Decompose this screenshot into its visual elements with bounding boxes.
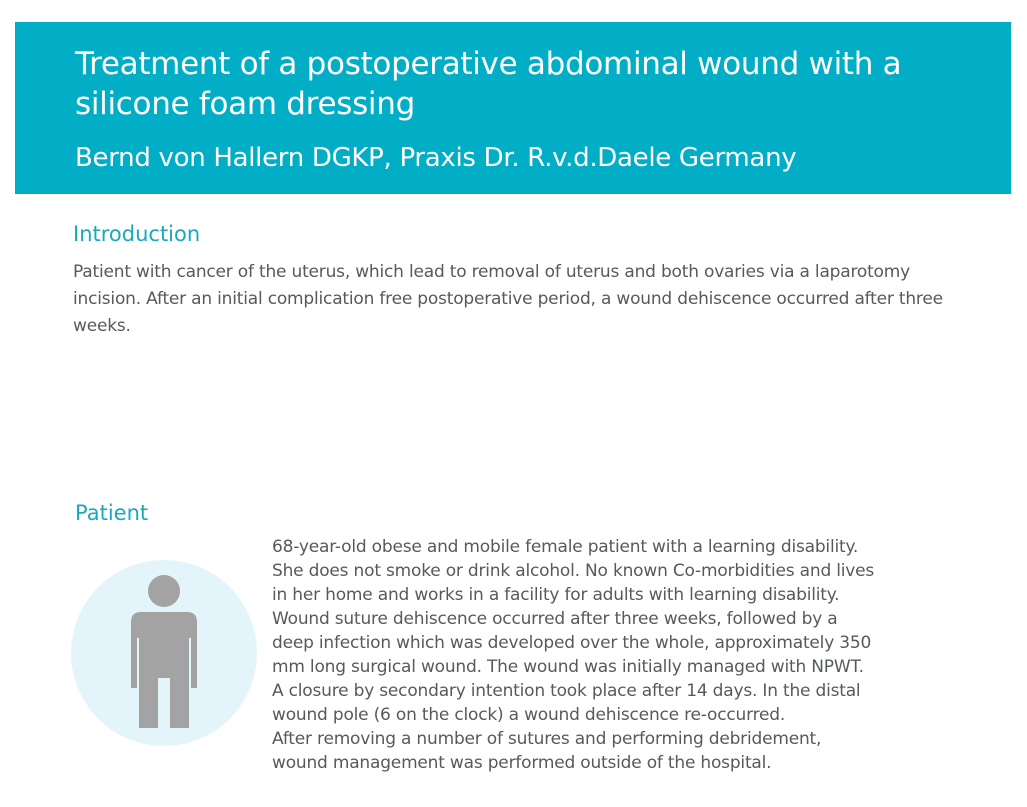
introduction-heading: Introduction (73, 222, 201, 246)
patient-text-line: 68-year-old obese and mobile female patient with a learning disability. (272, 537, 859, 557)
poster-title: Treatment of a postoperative abdominal wound with a silicone foam dressing (75, 46, 902, 122)
patient-description (272, 535, 992, 775)
patient-text-line: mm long surgical wound. The wound was initially managed with NPWT. (272, 657, 864, 677)
patient-text-line: Wound suture dehiscence occurred after three weeks, followed by a (272, 609, 838, 629)
patient-text-line: After removing a number of sutures and performing debridement, (272, 729, 822, 749)
poster-author: Bernd von Hallern DGKP, Praxis Dr. R.v.d.Daele Germany (75, 143, 797, 173)
patient-text-line: She does not smoke or drink alcohol. No known Co-morbidities and lives (272, 561, 875, 581)
introduction-text: Patient with cancer of the uterus, which lead to removal of uterus and both ovaries via a laparotomy incision. After an initial complication free postoperative period, a wound dehiscence occurred after three weeks. (73, 262, 943, 336)
header-banner (15, 22, 1011, 194)
patient-text-line: A closure by secondary intention took place after 14 days. In the distal (272, 681, 861, 701)
person-icon (71, 560, 257, 746)
patient-text-line: deep infection which was developed over the whole, approximately 350 (272, 633, 872, 653)
patient-heading: Patient (75, 501, 149, 525)
patient-text-line: wound pole (6 on the clock) a wound dehiscence re-occurred. (272, 705, 786, 725)
patient-text-line: in her home and works in a facility for adults with learning disability. (272, 585, 840, 605)
patient-text-line: wound management was performed outside of the hospital. (272, 753, 772, 773)
patient-avatar (71, 560, 257, 746)
